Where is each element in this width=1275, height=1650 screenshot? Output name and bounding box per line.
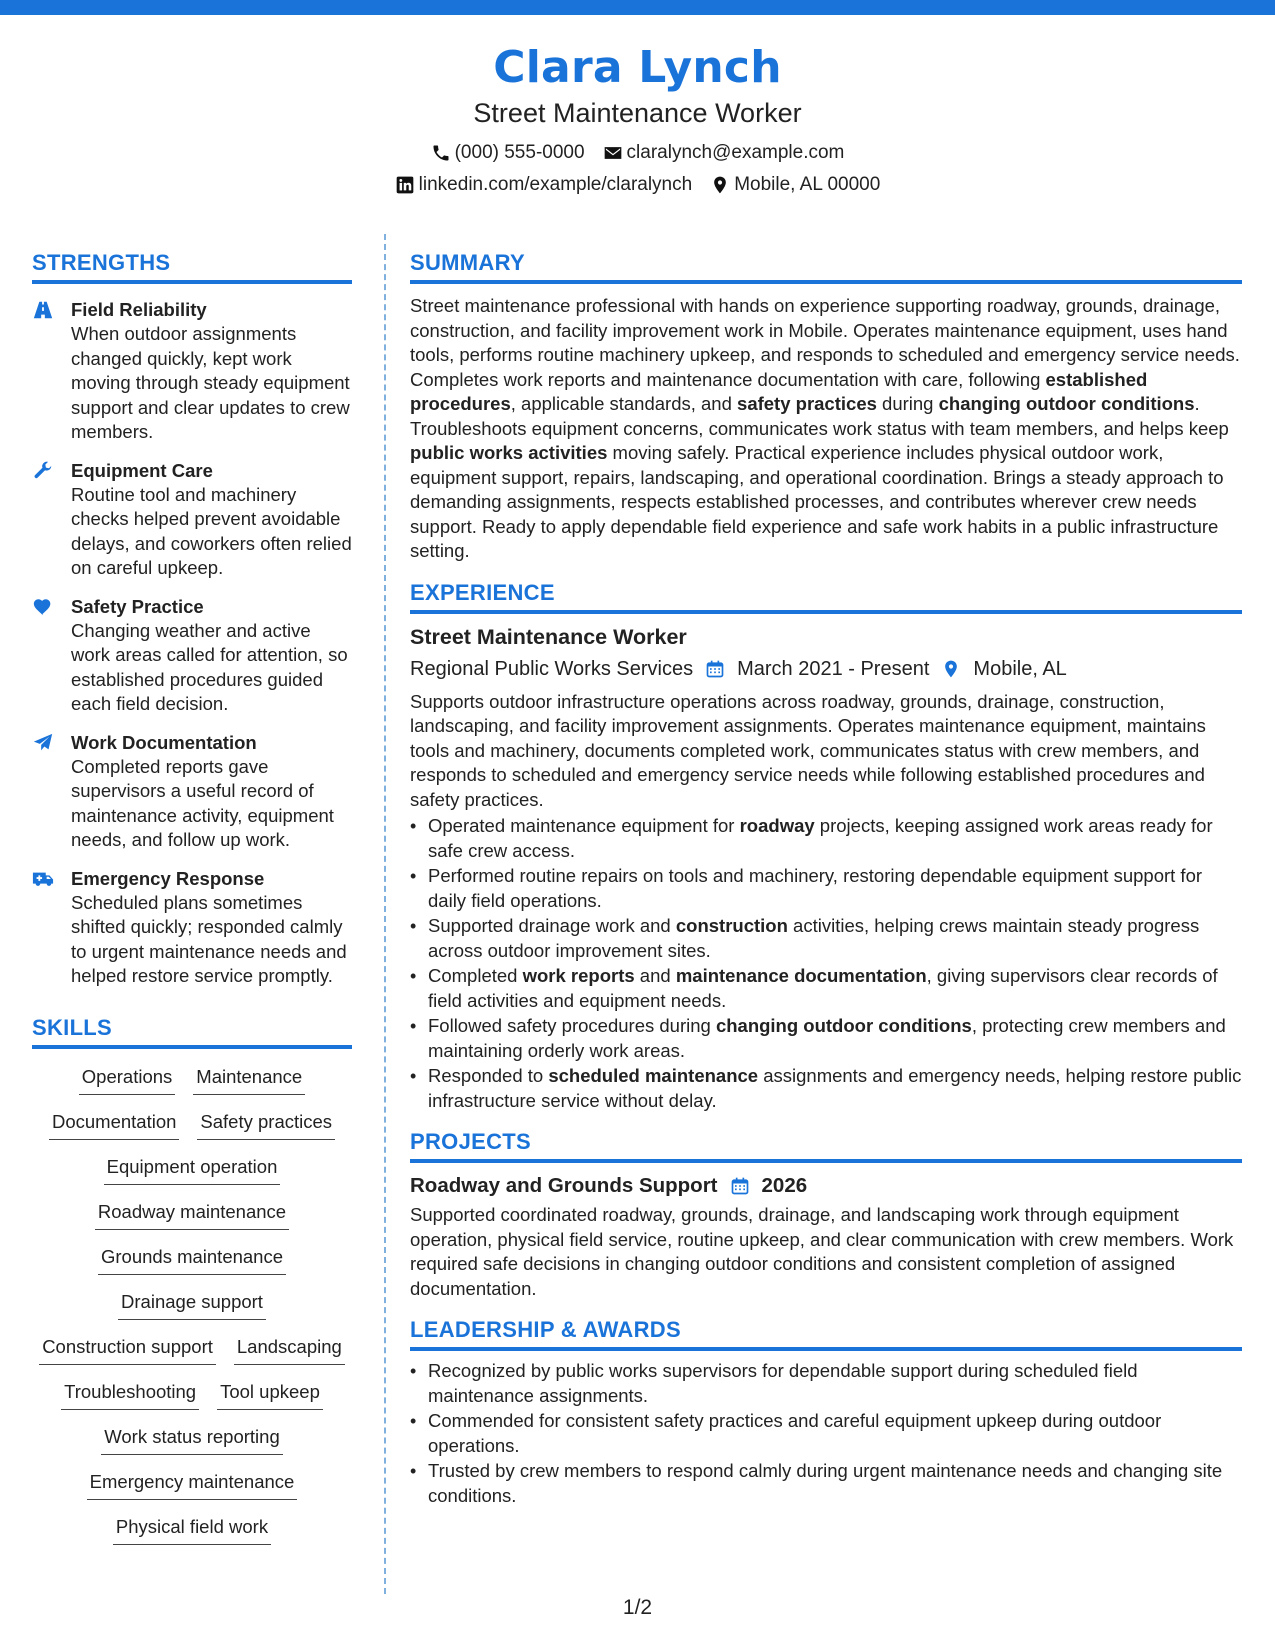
location-text: Mobile, AL 00000 xyxy=(734,174,881,195)
candidate-name: Clara Lynch xyxy=(493,42,782,93)
contact-row-1 xyxy=(0,140,1275,166)
strengths-heading: STRENGTHS xyxy=(32,250,352,284)
road-icon xyxy=(32,299,54,321)
skill-row xyxy=(32,1065,352,1110)
job-location: Mobile, AL xyxy=(973,657,1067,680)
linkedin-contact[interactable] xyxy=(395,172,693,198)
job-title: Street Maintenance Worker xyxy=(410,624,687,649)
page-number: 1/2 xyxy=(622,1596,653,1619)
paper-plane-icon xyxy=(32,732,54,754)
skills-list xyxy=(32,1065,352,1560)
job-bullet: • Responded to scheduled maintenance assignments and emergency needs, helping restore public infrastructure service without delay. xyxy=(410,1064,1242,1113)
strength-item xyxy=(32,298,352,445)
skill-row xyxy=(32,1425,352,1470)
job-bullet: • Operated maintenance equipment for roadway projects, keeping assigned work areas ready for safe crew access. xyxy=(410,814,1242,863)
summary-heading: SUMMARY xyxy=(410,250,1242,284)
award-item: • Recognized by public works supervisors for dependable support during scheduled field maintenance assignments. xyxy=(410,1359,1242,1408)
experience-heading: EXPERIENCE xyxy=(410,580,1242,614)
job-bullets xyxy=(410,814,1242,1113)
job-description: Supports outdoor infrastructure operations across roadway, grounds, drainage, construction, landscaping, and facility improvement assignments. Operates maintenance equipment, maintains tools and machinery, documents completed work, communicates status with crew members, and responds to scheduled and emergency service needs while following established procedures and safety practices. xyxy=(410,690,1206,810)
job-bullet: • Followed safety procedures during changing outdoor conditions, protecting crew members and maintaining orderly work areas. xyxy=(410,1014,1242,1063)
projects-heading: PROJECTS xyxy=(410,1129,1242,1163)
skill-tag: Maintenance xyxy=(193,1065,305,1095)
award-item: • Trusted by crew members to respond calmly during urgent maintenance needs and changing site conditions. xyxy=(410,1459,1242,1508)
envelope-icon xyxy=(603,143,623,163)
phone-contact xyxy=(431,140,585,166)
skill-tag: Roadway maintenance xyxy=(95,1200,289,1230)
skill-tag: Landscaping xyxy=(234,1335,345,1365)
skill-tag: Tool upkeep xyxy=(217,1380,323,1410)
linkedin-icon xyxy=(395,175,415,195)
skill-row xyxy=(32,1335,352,1380)
heart-icon xyxy=(32,596,54,618)
award-item: • Commended for consistent safety practices and careful equipment upkeep during outdoor operations. xyxy=(410,1409,1242,1458)
contact-row-2 xyxy=(0,172,1275,198)
map-pin-icon xyxy=(710,175,730,195)
skill-tag: Documentation xyxy=(49,1110,179,1140)
project-description: Supported coordinated roadway, grounds, drainage, and landscaping work through equipment operation, physical field service, routine upkeep, and clear communication with crew members. Work required safe decisions in changing outdoor conditions and consistent completion of assigned documentation. xyxy=(410,1204,1234,1299)
ambulance-icon xyxy=(32,868,54,890)
map-pin-icon xyxy=(941,659,961,679)
skill-tag: Troubleshooting xyxy=(61,1380,199,1410)
right-column xyxy=(410,250,1242,1509)
project-title: Roadway and Grounds Support xyxy=(410,1174,718,1197)
skill-tag: Physical field work xyxy=(113,1515,271,1545)
resume-header xyxy=(0,40,1275,198)
skill-row xyxy=(32,1155,352,1200)
job-bullet: • Completed work reports and maintenance documentation, giving supervisors clear records of field activities and equipment needs. xyxy=(410,964,1242,1013)
email-text: claralynch@example.com xyxy=(626,142,845,163)
skill-row xyxy=(32,1110,352,1155)
strength-desc: Completed reports gave supervisors a useful record of maintenance activity, equipment needs, and follow up work. xyxy=(71,755,334,850)
strength-title: Equipment Care xyxy=(71,459,213,481)
skill-tag: Drainage support xyxy=(118,1290,266,1320)
strength-title: Safety Practice xyxy=(71,595,204,617)
skill-tag: Construction support xyxy=(39,1335,216,1365)
strength-desc: Scheduled plans sometimes shifted quickly; responded calmly to urgent maintenance needs and helped restore service promptly. xyxy=(71,891,347,986)
strength-desc: Changing weather and active work areas called for attention, so established procedures guided each field decision. xyxy=(71,619,348,714)
skill-row xyxy=(32,1380,352,1425)
candidate-title: Street Maintenance Worker xyxy=(473,98,802,128)
skill-tag: Operations xyxy=(79,1065,176,1095)
column-divider xyxy=(384,234,386,1594)
phone-text: (000) 555-0000 xyxy=(454,142,585,163)
job-dates: March 2021 - Present xyxy=(737,657,930,680)
strength-item xyxy=(32,867,352,989)
skill-tag: Equipment operation xyxy=(104,1155,281,1185)
calendar-icon xyxy=(705,659,725,679)
phone-icon xyxy=(431,143,451,163)
skill-tag: Work status reporting xyxy=(101,1425,282,1455)
company-name: Regional Public Works Services xyxy=(410,657,694,680)
top-accent-bar xyxy=(0,0,1275,15)
awards-heading: LEADERSHIP & AWARDS xyxy=(410,1317,1242,1351)
skill-tag: Safety practices xyxy=(197,1110,335,1140)
strength-title: Emergency Response xyxy=(71,867,265,889)
strength-item xyxy=(32,731,352,853)
location-contact xyxy=(710,172,880,198)
linkedin-text: linkedin.com/example/claralynch xyxy=(418,174,693,195)
strength-item xyxy=(32,595,352,717)
skill-row xyxy=(32,1245,352,1290)
job-meta xyxy=(410,654,1242,684)
strength-desc: Routine tool and machinery checks helped prevent avoidable delays, and coworkers often relied on careful upkeep. xyxy=(71,483,352,578)
strength-desc: When outdoor assignments changed quickly, kept work moving through steady equipment support and clear updates to crew members. xyxy=(71,323,350,442)
project-year: 2026 xyxy=(761,1174,808,1197)
skill-row xyxy=(32,1200,352,1245)
wrench-icon xyxy=(32,460,54,482)
calendar-icon xyxy=(730,1176,750,1196)
strength-title: Work Documentation xyxy=(71,731,257,753)
project-header xyxy=(410,1171,1242,1201)
awards-list xyxy=(410,1359,1242,1508)
strength-item xyxy=(32,459,352,581)
skill-tag: Grounds maintenance xyxy=(98,1245,286,1275)
skill-row xyxy=(32,1470,352,1515)
left-column xyxy=(32,250,352,1560)
skills-heading: SKILLS xyxy=(32,1015,352,1049)
job-bullet: • Performed routine repairs on tools and machinery, restoring dependable equipment support for daily field operations. xyxy=(410,864,1242,913)
email-contact[interactable] xyxy=(603,140,845,166)
skill-tag: Emergency maintenance xyxy=(87,1470,298,1500)
strength-title: Field Reliability xyxy=(71,299,207,320)
skill-row xyxy=(32,1515,352,1560)
skill-row xyxy=(32,1290,352,1335)
summary-text: Street maintenance professional with hands on experience supporting roadway, grounds, drainage, construction, and facility improvement work in Mobile. Operates maintenance equipment, uses hand tools, performs routine machinery upkeep, and responds to scheduled and emergency service needs. Completes work reports and maintenance documentation with care, following established procedures, applicable standards, and safety practices during changing outdoor conditions. Troubleshoots equipment concerns, communicates work status with team members, and helps keep public works activities moving safely. Practical experience includes physical outdoor work, equipment support, repairs, landscaping, and operational coordination. Brings a steady approach to demanding assignments, respects established processes, and contributes wherever crew needs support. Ready to apply dependable field experience and safe work habits in a public infrastructure setting. xyxy=(410,295,1240,561)
job-bullet: • Supported drainage work and construction activities, helping crews maintain steady progress across outdoor improvement sites. xyxy=(410,914,1242,963)
